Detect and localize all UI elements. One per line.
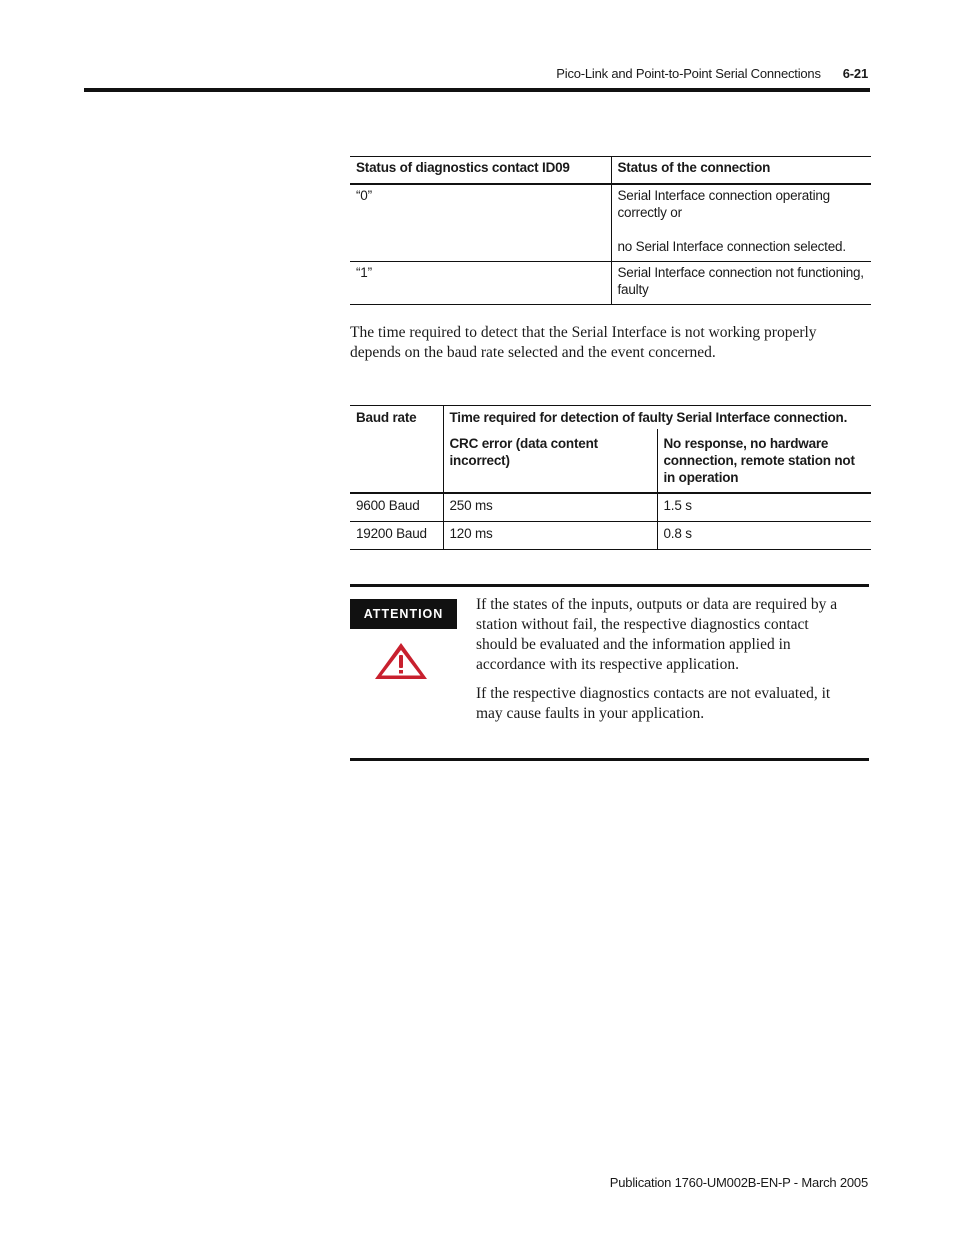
body-paragraph: The time required to detect that the Serial Interface is not working properly depends on the baud rate selected and the event concerned. xyxy=(350,324,817,361)
baud-rate-detection-table xyxy=(350,405,871,550)
attention-paragraph: If the respective diagnostics contacts are not evaluated, it may cause faults in your application. xyxy=(476,685,831,722)
table-row xyxy=(350,522,871,550)
header-rule xyxy=(84,88,870,92)
page-header xyxy=(556,66,868,81)
table-cell xyxy=(611,184,871,262)
page-number: 6-21 xyxy=(842,66,868,81)
diagnostics-status-table xyxy=(350,156,871,305)
warning-triangle-icon xyxy=(373,641,429,681)
line-gap xyxy=(618,221,866,238)
cell-text: Serial Interface connection operating correctly or xyxy=(617,188,830,220)
header-title: Pico-Link and Point-to-Point Serial Connections xyxy=(556,66,821,81)
table-row xyxy=(350,184,871,262)
table-header-row xyxy=(350,406,871,430)
table-cell: 1.5 s xyxy=(657,493,871,522)
table-cell: Serial Interface connection not functioning, faulty xyxy=(611,262,871,305)
column-header: Status of the connection xyxy=(611,157,871,185)
page-footer: Publication 1760-UM002B-EN-P - March 2005 xyxy=(609,1175,868,1190)
table-cell: “1” xyxy=(350,262,611,305)
attention-label: ATTENTION xyxy=(350,599,457,629)
attention-top-rule xyxy=(350,584,869,587)
table-row xyxy=(350,493,871,522)
table-header-row xyxy=(350,157,871,185)
column-header: Status of diagnostics contact ID09 xyxy=(350,157,611,185)
table-cell: 19200 Baud xyxy=(350,522,443,550)
attention-bottom-rule xyxy=(350,758,869,761)
attention-body xyxy=(476,595,846,733)
column-header: Time required for detection of faulty Serial Interface connection. xyxy=(443,406,871,430)
table-cell: 120 ms xyxy=(443,522,657,550)
table-cell: 0.8 s xyxy=(657,522,871,550)
column-subheader: No response, no hardware connection, remote station not in operation xyxy=(657,429,871,493)
table-cell: 9600 Baud xyxy=(350,493,443,522)
table-cell: “0” xyxy=(350,184,611,262)
table-row xyxy=(350,262,871,305)
table-cell: 250 ms xyxy=(443,493,657,522)
attention-paragraph: If the states of the inputs, outputs or data are required by a station without fail, the respective diagnostics contact should be evaluated and the information applied in accordance with its respective application. xyxy=(476,596,838,673)
column-header: Baud rate xyxy=(350,406,443,494)
column-subheader: CRC error (data content incorrect) xyxy=(443,429,657,493)
cell-text: no Serial Interface connection selected. xyxy=(617,239,846,254)
